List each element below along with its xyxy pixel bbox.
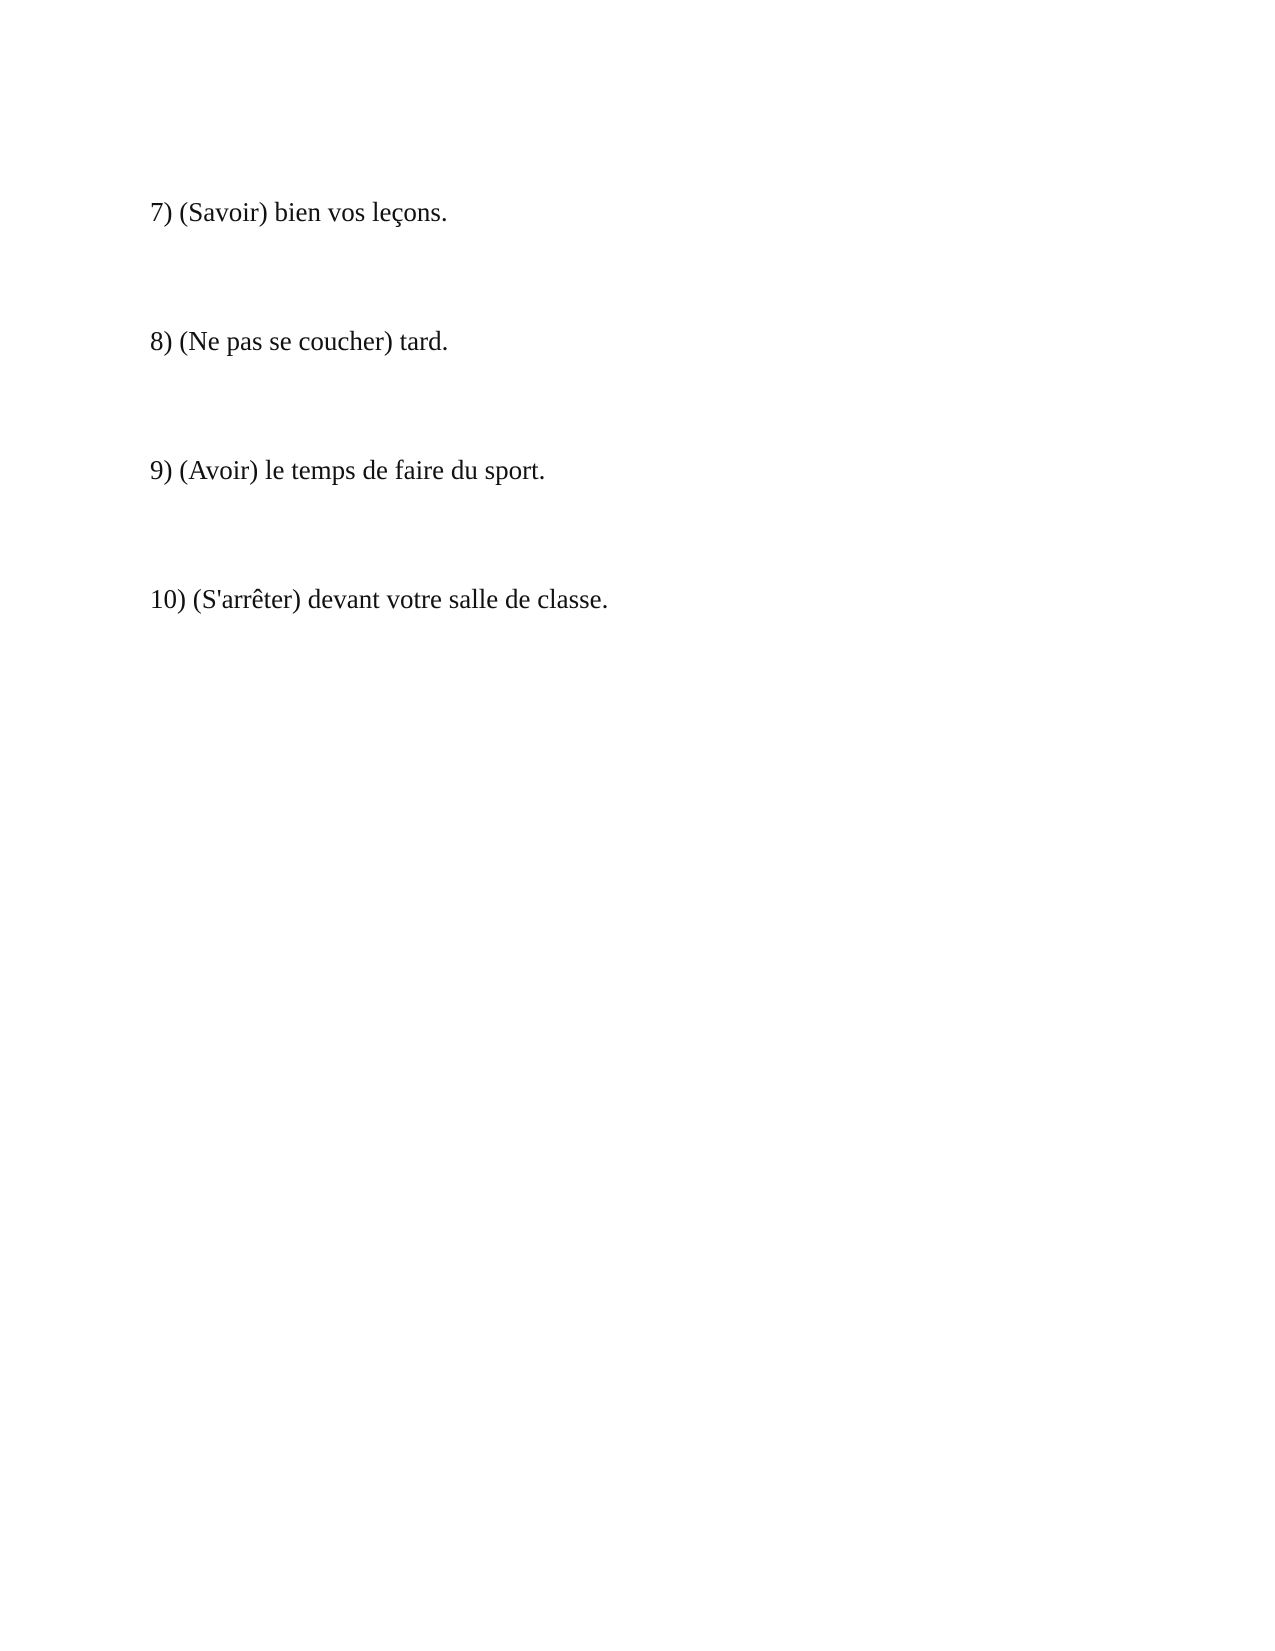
exercise-item-7: 7) (Savoir) bien vos leçons. [150, 197, 448, 227]
exercise-item-8: 8) (Ne pas se coucher) tard. [150, 326, 449, 356]
exercise-item-10: 10) (S'arrêter) devant votre salle de classe. [150, 584, 609, 614]
exercise-list [150, 192, 608, 708]
exercise-item-9: 9) (Avoir) le temps de faire du sport. [150, 455, 546, 485]
